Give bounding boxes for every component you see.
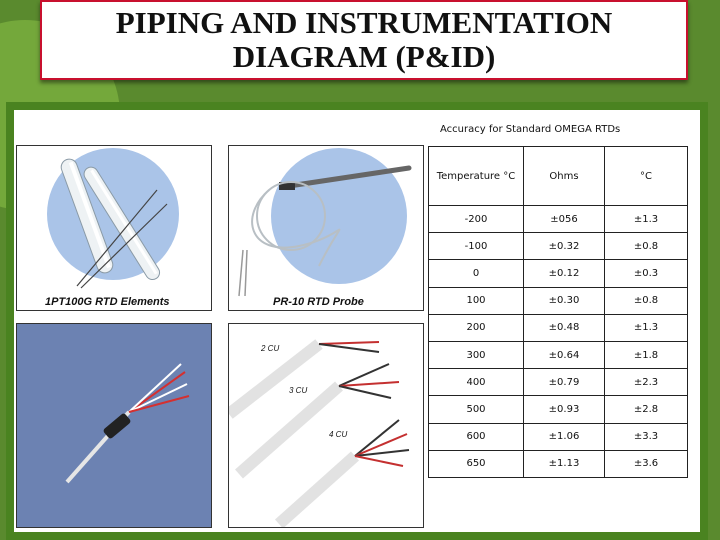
header-temperature: Temperature °C	[429, 147, 524, 206]
table-row	[429, 233, 688, 260]
cell-ohms: ±0.48	[524, 314, 605, 341]
cell-celsius: ±2.8	[605, 396, 688, 423]
title-banner	[40, 0, 688, 80]
cell-ohms: ±1.06	[524, 423, 605, 450]
cell-celsius: ±0.8	[605, 233, 688, 260]
cell-celsius: ±1.8	[605, 341, 688, 368]
cell-temperature: 100	[429, 287, 524, 314]
rtd-lead-wires-photo	[16, 323, 212, 528]
cell-temperature: 0	[429, 260, 524, 287]
page-title: PIPING AND INSTRUMENTATION DIAGRAM (P&ID)	[115, 5, 613, 74]
cell-ohms: ±0.32	[524, 233, 605, 260]
rtd-elements-illustration	[17, 146, 212, 311]
table-row	[429, 314, 688, 341]
cell-celsius: ±2.3	[605, 369, 688, 396]
cell-temperature: 400	[429, 369, 524, 396]
table-row	[429, 341, 688, 368]
cable-configurations-photo	[228, 323, 424, 528]
header-ohms: Ohms	[524, 147, 605, 206]
cell-celsius: ±0.3	[605, 260, 688, 287]
cell-temperature: 650	[429, 450, 524, 477]
rtd-lead-wires-illustration	[17, 324, 212, 528]
rtd-elements-photo	[16, 145, 212, 311]
cell-temperature: 500	[429, 396, 524, 423]
cell-ohms: ±1.13	[524, 450, 605, 477]
cell-celsius: ±1.3	[605, 206, 688, 233]
table-caption: Accuracy for Standard OMEGA RTDs	[440, 124, 621, 135]
cell-celsius: ±3.3	[605, 423, 688, 450]
table-row	[429, 450, 688, 477]
header-celsius: °C	[605, 147, 688, 206]
cell-ohms: ±0.30	[524, 287, 605, 314]
cell-celsius: ±3.6	[605, 450, 688, 477]
table-row	[429, 206, 688, 233]
table-row	[429, 287, 688, 314]
cell-celsius: ±1.3	[605, 314, 688, 341]
cell-ohms: ±0.12	[524, 260, 605, 287]
table-row	[429, 396, 688, 423]
cell-ohms: ±0.93	[524, 396, 605, 423]
cell-ohms: ±056	[524, 206, 605, 233]
cell-ohms: ±0.64	[524, 341, 605, 368]
rtd-probe-label: PR-10 RTD Probe	[273, 296, 364, 308]
cable-label-3cu: 3 CU	[289, 386, 308, 395]
table-row	[429, 423, 688, 450]
rtd-accuracy-table	[428, 146, 688, 478]
cell-celsius: ±0.8	[605, 287, 688, 314]
table-header-row	[429, 147, 688, 206]
cell-temperature: -200	[429, 206, 524, 233]
table-row	[429, 369, 688, 396]
cell-temperature: 200	[429, 314, 524, 341]
cell-temperature: 600	[429, 423, 524, 450]
table-row	[429, 260, 688, 287]
rtd-elements-label: 1PT100G RTD Elements	[45, 296, 170, 308]
cable-label-4cu: 4 CU	[329, 430, 348, 439]
cable-configurations-illustration	[229, 324, 424, 528]
rtd-probe-illustration	[229, 146, 424, 311]
cable-label-2cu: 2 CU	[261, 344, 280, 353]
cell-temperature: 300	[429, 341, 524, 368]
rtd-probe-photo	[228, 145, 424, 311]
cell-ohms: ±0.79	[524, 369, 605, 396]
cell-temperature: -100	[429, 233, 524, 260]
